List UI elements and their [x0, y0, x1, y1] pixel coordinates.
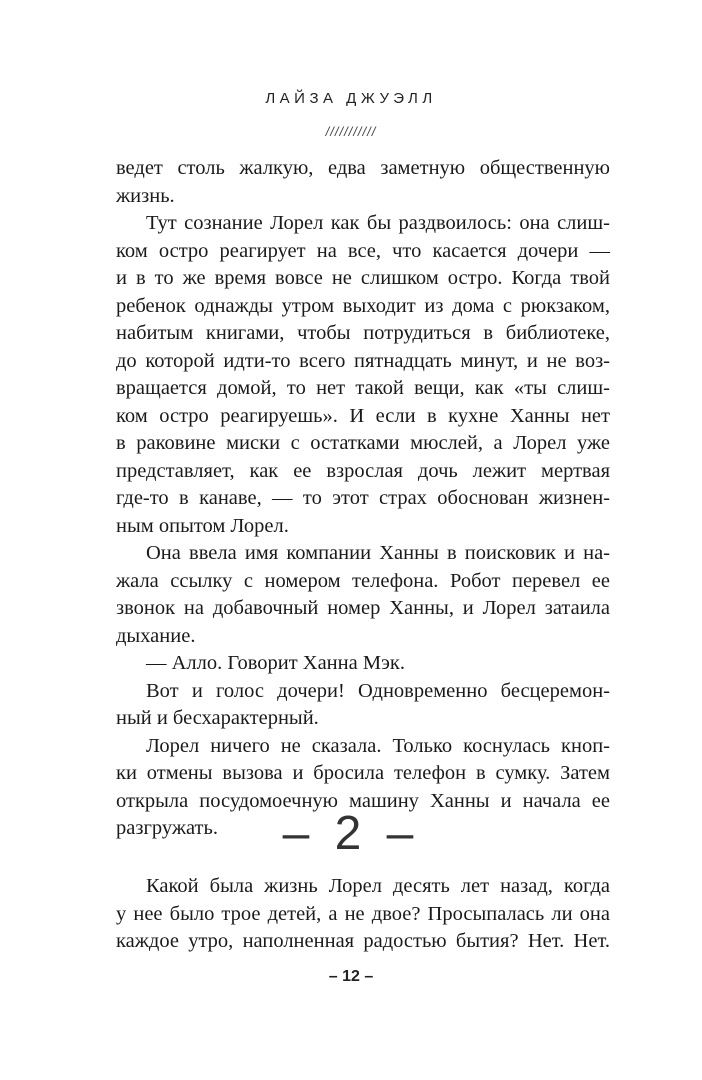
body-text	[116, 155, 610, 843]
header-ornament: ///////////	[325, 124, 377, 139]
text-line: где-то в канаве, — то этот страх обоснован жизнен-	[116, 487, 610, 509]
page-number: – 12 –	[328, 968, 374, 985]
text-line: дыхание.	[116, 624, 196, 647]
text-line: набитым книгами, чтобы потрудиться в библиотеке,	[116, 322, 610, 344]
text-line: до которой идти-то всего пятнадцать минут, и не воз-	[116, 349, 610, 372]
text-line: ный и бесхарактерный.	[116, 707, 319, 729]
chapter-opening-text	[116, 873, 610, 956]
text-line: вращается домой, то нет такой вещи, как «ты слиш-	[116, 377, 610, 399]
text-line: ведет столь жалкую, едва заметную общественную	[116, 157, 610, 179]
text-line: — Алло. Говорит Ханна Мэк.	[146, 652, 405, 674]
text-line: звонок на добавочный номер Ханны, и Лорел затаила	[116, 597, 610, 619]
text-line: каждое утро, наполненная радостью бытия? Нет. Нет.	[116, 930, 610, 952]
text-line: Какой была жизнь Лорел десять лет назад, когда	[146, 875, 610, 897]
text-line: ребенок однажды утром выходит из дома с рюкзаком,	[116, 294, 610, 317]
text-line: представляет, как ее взрослая дочь лежит мертвая	[116, 459, 610, 482]
text-line: ком остро реагируешь». И если в кухне Ханны нет	[116, 404, 610, 427]
text-line: Она ввела имя компании Ханны в поисковик и на-	[146, 542, 610, 564]
text-line: открыла посудомоечную машину Ханны и начала ее	[116, 789, 610, 812]
text-line: и в то же время вовсе не слишком остро. Когда твой	[116, 267, 610, 289]
text-line: ки отмены вызова и бросила телефон в сумку. Затем	[116, 762, 610, 784]
text-line: Вот и голос дочери! Одновременно бесцеремон-	[146, 679, 610, 702]
text-line: ком остро реагирует на все, что касается дочери —	[116, 239, 610, 262]
text-line: в раковине миски с остатками мюслей, а Лорел уже	[116, 432, 610, 454]
text-line: Тут сознание Лорел как бы раздвоилось: она слиш-	[146, 212, 610, 234]
running-head: ЛАЙЗА ДЖУЭЛЛ	[265, 90, 437, 107]
chapter-number: – 2 –	[282, 807, 420, 860]
text-line: разгружать.	[116, 817, 218, 839]
text-line: жала ссылку с номером телефона. Робот перевел ее	[116, 569, 610, 592]
text-line: у нее было трое детей, а не двое? Просыпалась ли она	[116, 902, 610, 925]
text-line: Лорел ничего не сказала. Только коснулась кноп-	[146, 734, 610, 757]
text-line: жизнь.	[116, 184, 175, 207]
text-line: ным опытом Лорел.	[116, 514, 289, 537]
